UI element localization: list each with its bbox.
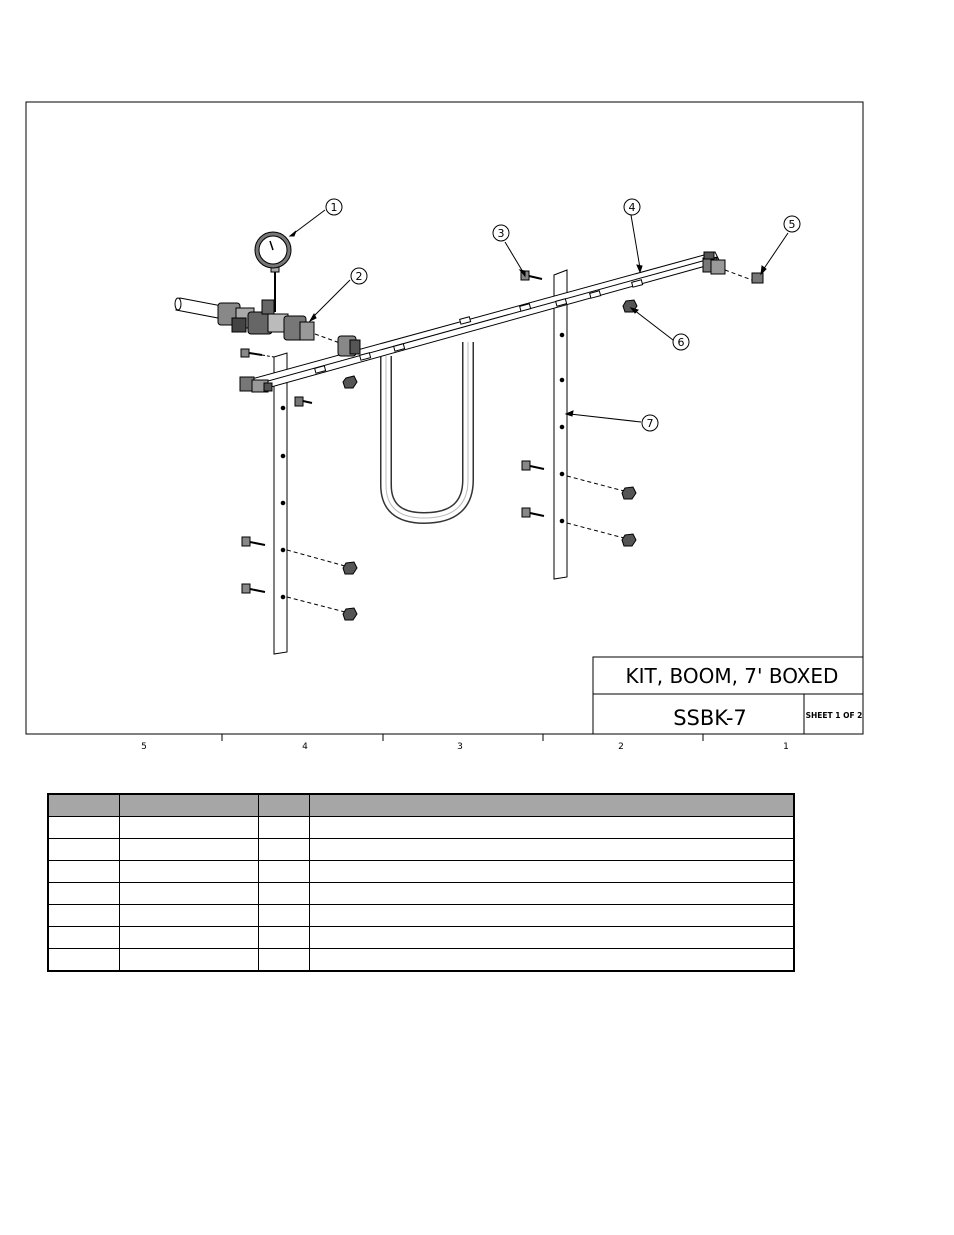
bom-header-cell xyxy=(119,794,258,817)
inlet-pipe xyxy=(175,298,222,318)
balloon-7-label: 7 xyxy=(646,417,654,430)
table-cell xyxy=(309,817,794,839)
zone-ruler xyxy=(222,734,703,741)
drawing-title: KIT, BOOM, 7' BOXED xyxy=(625,664,839,688)
zone-label-4: 4 xyxy=(302,742,308,752)
balloon-4-label: 4 xyxy=(628,201,636,214)
table-cell xyxy=(258,861,309,883)
table-cell xyxy=(48,905,119,927)
bom-header-row xyxy=(48,794,794,817)
table-cell xyxy=(48,817,119,839)
left-strap-hardware-upper xyxy=(242,537,357,574)
table-row xyxy=(48,839,794,861)
table-cell xyxy=(309,949,794,972)
bom-table xyxy=(47,793,795,972)
table-cell xyxy=(119,861,258,883)
table-cell xyxy=(48,861,119,883)
table-cell xyxy=(258,927,309,949)
balloon-1-label: 1 xyxy=(330,201,338,214)
table-cell xyxy=(258,949,309,972)
balloon-2-label: 2 xyxy=(355,270,363,283)
zone-label-5: 5 xyxy=(141,742,147,752)
table-row xyxy=(48,861,794,883)
table-cell xyxy=(119,905,258,927)
table-cell xyxy=(258,839,309,861)
u-hose xyxy=(386,342,468,518)
table-row xyxy=(48,949,794,972)
table-row xyxy=(48,905,794,927)
bom-header-cell xyxy=(309,794,794,817)
table-cell xyxy=(119,817,258,839)
table-cell xyxy=(258,905,309,927)
table-cell xyxy=(119,949,258,972)
right-strap-hardware-upper xyxy=(522,461,636,499)
left-mounting-strap xyxy=(274,353,287,654)
table-cell xyxy=(119,839,258,861)
table-row xyxy=(48,817,794,839)
part-number: SSBK-7 xyxy=(673,706,747,730)
bom-header-cell xyxy=(258,794,309,817)
drawing-border xyxy=(26,102,863,734)
table-cell xyxy=(48,839,119,861)
table-cell xyxy=(119,883,258,905)
zone-label-2: 2 xyxy=(618,742,624,752)
table-cell xyxy=(48,949,119,972)
table-cell xyxy=(48,927,119,949)
table-cell xyxy=(309,905,794,927)
table-cell xyxy=(309,861,794,883)
boom-nut-left xyxy=(343,376,357,388)
end-plug xyxy=(725,270,763,283)
boom-assembly xyxy=(175,199,800,654)
end-cap-bolt xyxy=(295,397,312,406)
right-strap-hardware-lower xyxy=(522,508,636,546)
table-cell xyxy=(119,927,258,949)
leader-lines xyxy=(290,210,788,422)
table-cell xyxy=(258,817,309,839)
balloon-3-label: 3 xyxy=(497,227,505,240)
table-cell xyxy=(309,927,794,949)
table-cell xyxy=(48,883,119,905)
left-strap-hardware-lower xyxy=(242,584,357,620)
balloon-6-label: 6 xyxy=(677,336,685,349)
balloon-5-label: 5 xyxy=(788,218,796,231)
right-mounting-strap xyxy=(554,270,567,579)
table-cell xyxy=(309,839,794,861)
right-end-cap xyxy=(703,252,725,274)
strap-top-bolt xyxy=(241,349,274,357)
zone-label-3: 3 xyxy=(457,742,463,752)
valve-manifold xyxy=(218,300,314,340)
table-row xyxy=(48,927,794,949)
table-cell xyxy=(258,883,309,905)
table-cell xyxy=(309,883,794,905)
sheet-number: SHEET 1 OF 2 xyxy=(805,711,863,720)
table-row xyxy=(48,883,794,905)
title-block xyxy=(593,657,863,734)
manifold-fitting xyxy=(338,336,360,356)
bom-header-cell xyxy=(48,794,119,817)
zone-label-1: 1 xyxy=(783,742,789,752)
